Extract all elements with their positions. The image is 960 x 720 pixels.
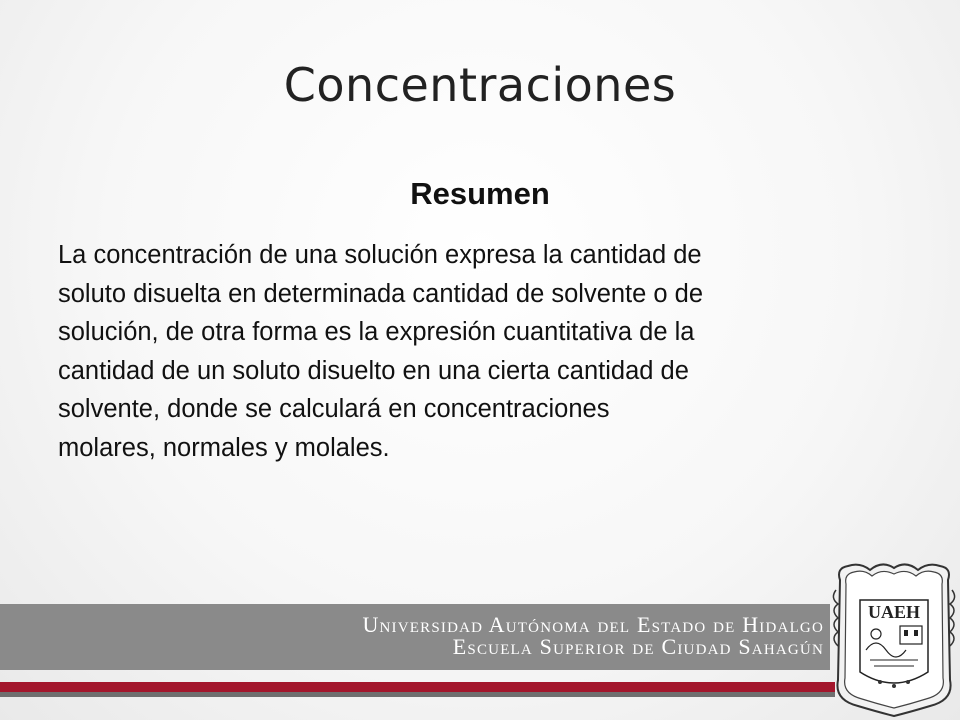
- uaeh-seal-icon: [830, 560, 958, 718]
- footer-school-name: Escuela Superior de Ciudad Sahagún: [452, 634, 824, 659]
- footer-gray-stripe: [0, 692, 835, 697]
- slide-title: Concentraciones: [283, 58, 677, 112]
- footer-university-name: Universidad Autónoma del Estado de Hidalgo: [362, 612, 824, 637]
- body-line: solución, de otra forma es la expresión cuantitativa de la: [58, 318, 695, 346]
- body-line: soluto disuelta en determinada cantidad de solvente o de: [58, 279, 704, 308]
- body-paragraph: [58, 236, 903, 467]
- seal-text: UAEH: [867, 602, 921, 622]
- body-line: molares, normales y molales.: [58, 433, 390, 462]
- body-line: cantidad de un soluto disuelto en una cierta cantidad de: [58, 356, 689, 385]
- footer-red-stripe: [0, 682, 835, 692]
- body-line: solvente, donde se calculará en concentraciones: [58, 395, 610, 423]
- slide-subtitle: Resumen: [410, 176, 550, 211]
- body-line: La concentración de una solución expresa la cantidad de: [58, 241, 702, 269]
